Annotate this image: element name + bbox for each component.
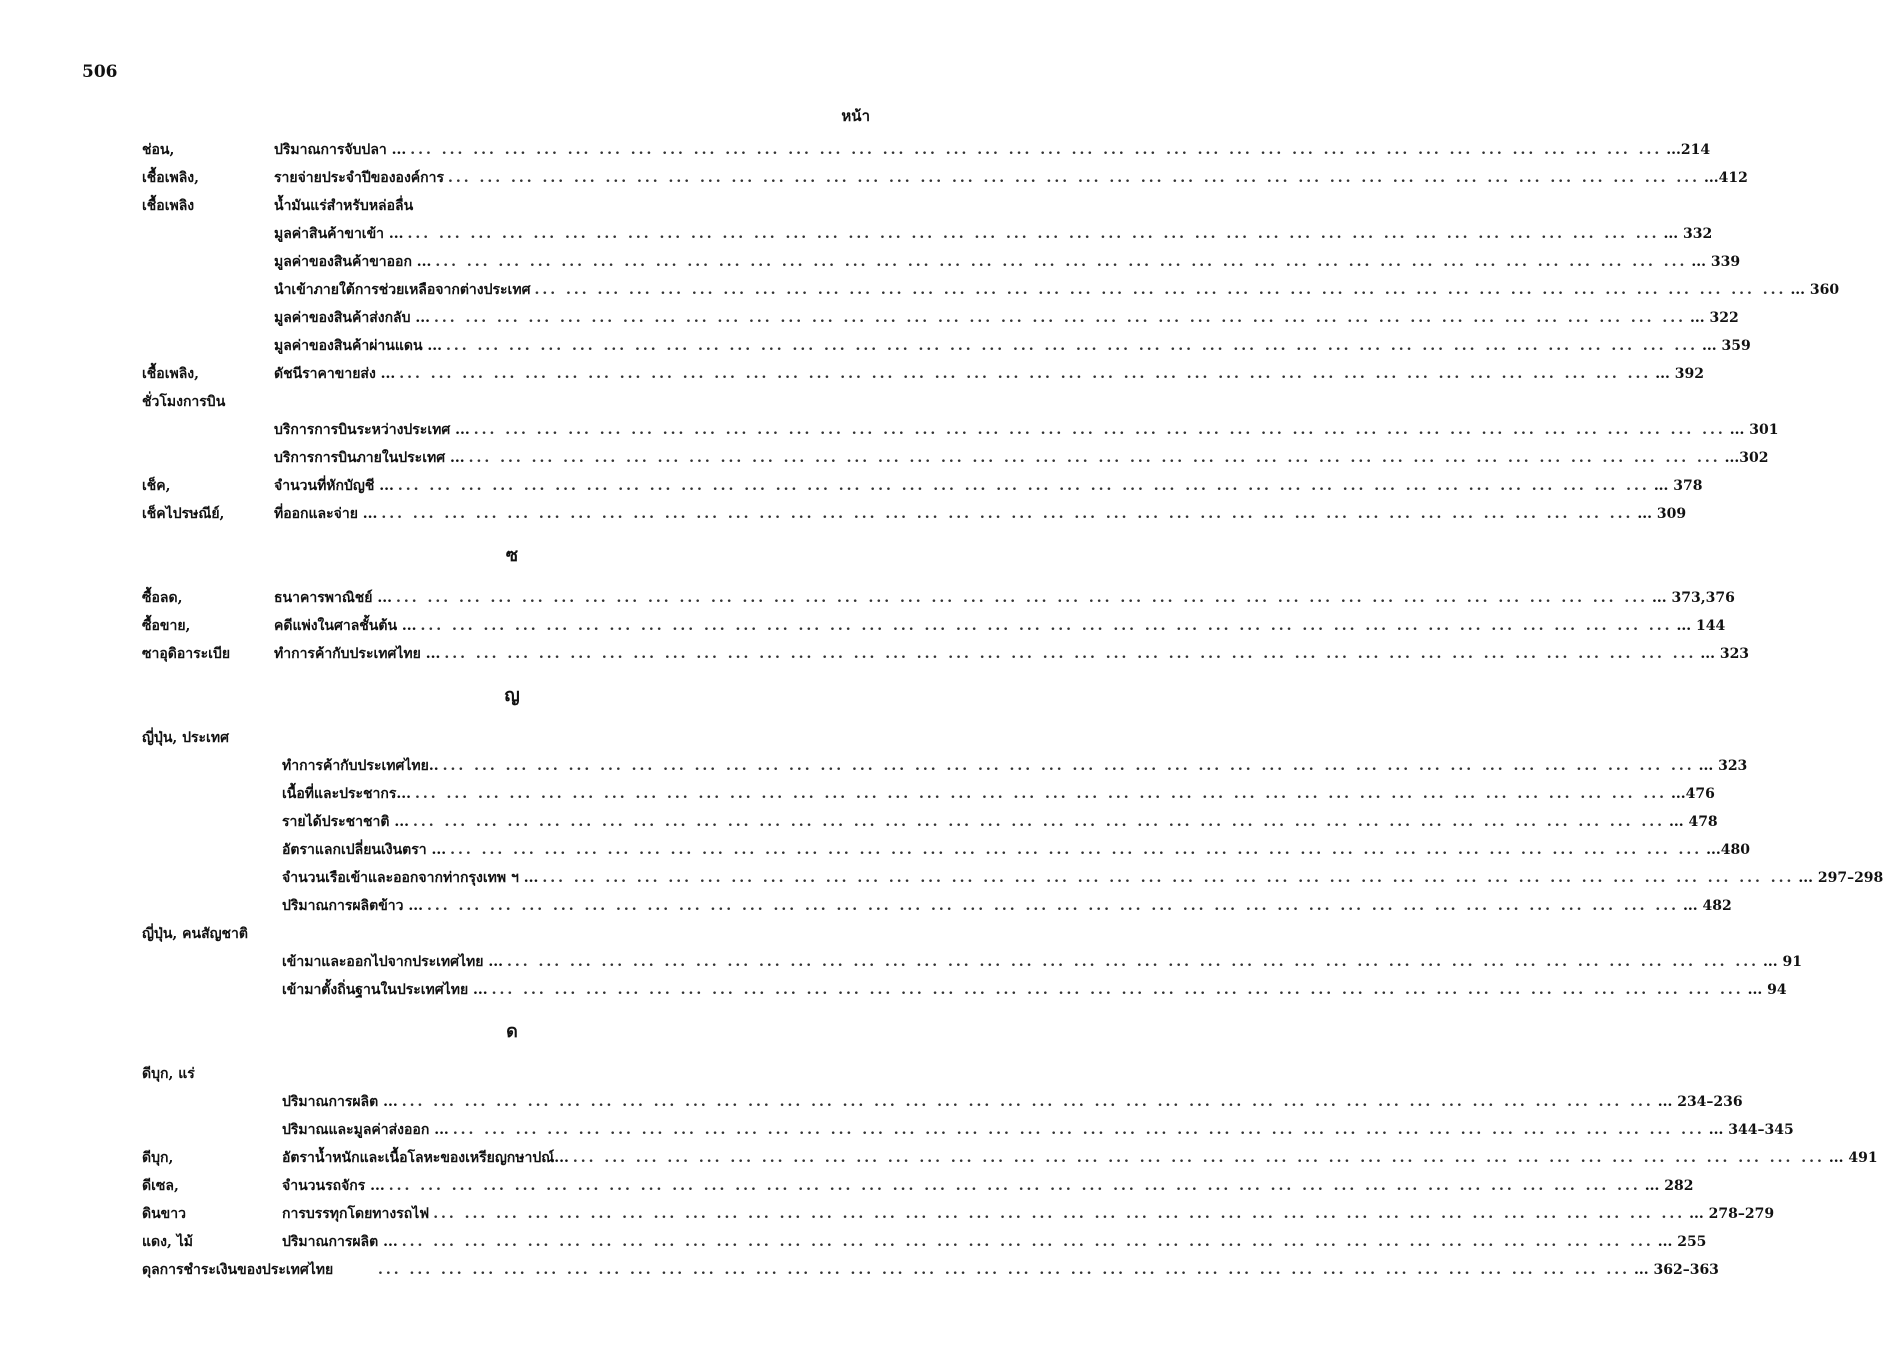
entry-description: มูลค่าสินค้าขาเข้า ...	[274, 226, 404, 242]
entry-page-reference: ... 378	[1653, 478, 1703, 494]
entry-term: เชื้อเพลิง,	[142, 170, 199, 186]
dot-leader: ... ... ... ... ... ... ... ... ... ... ... ... ... ... ... ... ... ... ... ... ... ... ... ... ... ... ... ... ... ... ... ... ... ... ... ... ... ... ... ...	[448, 170, 1700, 186]
index-entry	[142, 612, 1726, 640]
entry-description: ที่ออกและจ่าย ...	[274, 506, 378, 522]
entry-description: รายจ่ายประจำปีขององค์การ	[274, 170, 445, 186]
entry-page-reference: ...302	[1724, 450, 1769, 466]
index-entry	[142, 948, 1802, 976]
dot-leader: ... ... ... ... ... ... ... ... ... ... ... ... ... ... ... ... ... ... ... ... ... ... ... ... ... ... ... ... ... ... ... ... ... ... ... ... ... ... ... ...	[420, 618, 1673, 634]
entry-page-reference: ... 234–236	[1657, 1094, 1743, 1110]
index-entry	[142, 1088, 1743, 1116]
entry-description: ปริมาณและมูลค่าส่งออก ...	[282, 1122, 449, 1138]
entry-page-reference: ... 301	[1729, 422, 1779, 438]
entry-page-reference: ... 278–279	[1689, 1206, 1775, 1222]
entry-page-reference: ... 144	[1676, 618, 1726, 634]
entry-page-reference: ... 362–363	[1633, 1262, 1719, 1278]
entry-description: จำนวนเรือเข้าและออกจากท่ากรุงเทพ ฯ ...	[282, 870, 539, 886]
entry-page-reference: ... 392	[1655, 366, 1705, 382]
dot-leader: ... ... ... ... ... ... ... ... ... ... ... ... ... ... ... ... ... ... ... ... ... ... ... ... ... ... ... ... ... ... ... ... ... ... ... ... ... ... ... ...	[491, 982, 1744, 998]
entry-page-reference: ... 91	[1762, 954, 1802, 970]
entry-page-reference: ...476	[1671, 786, 1715, 802]
entry-description: ปริมาณการผลิต ...	[282, 1094, 398, 1110]
entry-description: รายได้ประชาชาติ ...	[282, 814, 409, 830]
entry-page-reference: ...412	[1704, 170, 1748, 186]
entry-term: ชั่วโมงการบิน	[142, 394, 226, 410]
dot-leader: ... ... ... ... ... ... ... ... ... ... ... ... ... ... ... ... ... ... ... ... ... ... ... ... ... ... ... ... ... ... ... ... ... ... ... ... ... ... ... ...	[397, 478, 1650, 494]
entry-description: ปริมาณการผลิต ...	[282, 1234, 398, 1250]
index-entry	[142, 864, 1883, 892]
entry-page-reference: ... 491	[1828, 1150, 1878, 1166]
section-letter: ซ	[505, 545, 519, 566]
entry-description: มูลค่าของสินค้าส่งกลับ ...	[274, 310, 431, 326]
dot-leader: ... ... ... ... ... ... ... ... ... ... ... ... ... ... ... ... ... ... ... ... ... ... ... ... ... ... ... ... ... ... ... ... ... ... ... ... ... ... ... ...	[407, 226, 1660, 242]
index-entry	[142, 248, 1741, 276]
index-entry	[142, 444, 1769, 472]
entry-description: นำเข้าภายใต้การช่วยเหลือจากต่างประเทศ	[274, 282, 531, 298]
dot-leader: ... ... ... ... ... ... ... ... ... ... ... ... ... ... ... ... ... ... ... ... ... ... ... ... ... ... ... ... ... ... ... ... ... ... ... ... ... ... ... ...	[434, 310, 1686, 326]
page-number: 506	[82, 62, 118, 82]
index-entry	[142, 1116, 1794, 1144]
dot-leader: ... ... ... ... ... ... ... ... ... ... ... ... ... ... ... ... ... ... ... ... ... ... ... ... ... ... ... ... ... ... ... ... ... ... ... ... ... ... ... ...	[446, 338, 1698, 354]
index-entry	[142, 1060, 882, 1088]
index-entry	[142, 584, 1735, 612]
dot-leader: ... ... ... ... ... ... ... ... ... ... ... ... ... ... ... ... ... ... ... ... ... ... ... ... ... ... ... ... ... ... ... ... ... ... ... ... ... ... ... ...	[396, 590, 1648, 606]
index-entry	[142, 892, 1732, 920]
entry-description: มูลค่าของสินค้าขาออก ...	[274, 254, 432, 270]
dot-leader: ... ... ... ... ... ... ... ... ... ... ... ... ... ... ... ... ... ... ... ... ... ... ... ... ... ... ... ... ... ... ... ... ... ... ... ... ... ... ... ...	[534, 282, 1787, 298]
dot-leader: ... ... ... ... ... ... ... ... ... ... ... ... ... ... ... ... ... ... ... ... ... ... ... ... ... ... ... ... ... ... ... ... ... ... ... ... ... ... ... ...	[401, 1094, 1654, 1110]
entry-page-reference: ... 478	[1668, 814, 1718, 830]
index-entry	[142, 136, 1711, 164]
dot-leader	[417, 192, 878, 220]
index-entry	[142, 724, 882, 752]
entry-page-reference: ... 323	[1700, 646, 1750, 662]
entry-term: ดีบุก,	[142, 1150, 174, 1166]
dot-leader: ... ... ... ... ... ... ... ... ... ... ... ... ... ... ... ... ... ... ... ... ... ... ... ... ... ... ... ... ... ... ... ... ... ... ... ... ... ... ... ...	[378, 1262, 1630, 1278]
entry-description: จำนวนรถจักร ...	[282, 1178, 385, 1194]
index-entry	[142, 1256, 1719, 1284]
dot-leader: ... ... ... ... ... ... ... ... ... ... ... ... ... ... ... ... ... ... ... ... ... ... ... ... ... ... ... ... ... ... ... ... ... ... ... ... ... ... ... ...	[450, 842, 1703, 858]
entry-page-reference: ... 282	[1644, 1178, 1694, 1194]
entry-page-reference: ... 332	[1663, 226, 1713, 242]
dot-leader: ... ... ... ... ... ... ... ... ... ... ... ... ... ... ... ... ... ... ... ... ... ... ... ... ... ... ... ... ... ... ... ... ... ... ... ... ... ... ... ...	[507, 954, 1759, 970]
page-column-header: หน้า	[841, 107, 870, 125]
entry-term: เช็คไปรษณีย์,	[142, 506, 225, 522]
index-entry	[142, 164, 1748, 192]
entry-term: แดง, ไม้	[142, 1234, 193, 1250]
index-entry	[142, 220, 1713, 248]
entry-description: คดีแพ่งในศาลชั้นต้น ...	[274, 618, 417, 634]
entry-term: ดุลการชำระเงินของประเทศไทย	[142, 1262, 334, 1278]
dot-leader: ... ... ... ... ... ... ... ... ... ... ... ... ... ... ... ... ... ... ... ... ... ... ... ... ... ... ... ... ... ... ... ... ... ... ... ... ... ... ... ...	[444, 646, 1697, 662]
dot-leader: ... ... ... ... ... ... ... ... ... ... ... ... ... ... ... ... ... ... ... ... ... ... ... ... ... ... ... ... ... ... ... ... ... ... ... ... ... ... ... ...	[468, 450, 1721, 466]
dot-leader: ... ... ... ... ... ... ... ... ... ... ... ... ... ... ... ... ... ... ... ... ... ... ... ... ... ... ... ... ... ... ... ... ... ... ... ... ... ... ... ...	[401, 1234, 1654, 1250]
entry-term: ญี่ปุ่น, ประเทศ	[142, 730, 229, 746]
entry-description: จำนวนที่หักบัญชี ...	[274, 478, 394, 494]
dot-leader: ... ... ... ... ... ... ... ... ... ... ... ... ... ... ... ... ... ... ... ... ... ... ... ... ... ... ... ... ... ... ... ... ... ... ... ... ... ... ... ...	[433, 1206, 1686, 1222]
section-letter: ด	[506, 1021, 518, 1042]
index-entry	[142, 1200, 1775, 1228]
entry-page-reference: ... 255	[1657, 1234, 1707, 1250]
index-entry	[142, 1228, 1707, 1256]
dot-leader: ... ... ... ... ... ... ... ... ... ... ... ... ... ... ... ... ... ... ... ... ... ... ... ... ... ... ... ... ... ... ... ... ... ... ... ... ... ... ... ...	[412, 814, 1665, 830]
entry-term: ดินขาว	[142, 1206, 186, 1222]
entry-page-reference	[878, 192, 882, 220]
entry-description: เนื้อที่และประชากร...	[282, 786, 412, 802]
dot-leader: ... ... ... ... ... ... ... ... ... ... ... ... ... ... ... ... ... ... ... ... ... ... ... ... ... ... ... ... ... ... ... ... ... ... ... ... ... ... ... ...	[415, 786, 1668, 802]
index-entry	[142, 360, 1705, 388]
index-entry	[142, 976, 1787, 1004]
dot-leader: ... ... ... ... ... ... ... ... ... ... ... ... ... ... ... ... ... ... ... ... ... ... ... ... ... ... ... ... ... ... ... ... ... ... ... ... ... ... ... ...	[388, 1178, 1641, 1194]
dot-leader: ... ... ... ... ... ... ... ... ... ... ... ... ... ... ... ... ... ... ... ... ... ... ... ... ... ... ... ... ... ... ... ... ... ... ... ... ... ... ... ...	[435, 254, 1688, 270]
entry-page-reference: ...480	[1706, 842, 1750, 858]
entry-description: เข้ามาตั้งถิ่นฐานในประเทศไทย ...	[282, 982, 488, 998]
dot-leader: ... ... ... ... ... ... ... ... ... ... ... ... ... ... ... ... ... ... ... ... ... ... ... ... ... ... ... ... ... ... ... ... ... ... ... ... ... ... ... ...	[473, 422, 1726, 438]
entry-description: บริการการบินภายในประเทศ ...	[274, 450, 465, 466]
dot-leader: ... ... ... ... ... ... ... ... ... ... ... ... ... ... ... ... ... ... ... ... ... ... ... ... ... ... ... ... ... ... ... ... ... ... ... ... ... ... ... ...	[381, 506, 1634, 522]
index-entry	[142, 752, 1748, 780]
entry-page-reference: ... 359	[1702, 338, 1751, 354]
index-list	[142, 136, 1883, 1284]
index-entry	[142, 472, 1703, 500]
entry-term: ดีบุก, แร่	[142, 1066, 195, 1082]
entry-description: บริการการบินระหว่างประเทศ ...	[274, 422, 470, 438]
entry-term: ดีเซล,	[142, 1178, 179, 1194]
index-entry	[142, 332, 1751, 360]
entry-description: ปริมาณการผลิตข้าว ...	[282, 898, 424, 914]
index-entry	[142, 808, 1718, 836]
index-entry	[142, 1172, 1694, 1200]
index-entry	[142, 276, 1840, 304]
entry-page-reference: ... 322	[1690, 310, 1739, 326]
entry-page-reference: ... 297–298	[1798, 870, 1883, 886]
index-entry	[142, 640, 1750, 668]
dot-leader: ... ... ... ... ... ... ... ... ... ... ... ... ... ... ... ... ... ... ... ... ... ... ... ... ... ... ... ... ... ... ... ... ... ... ... ... ... ... ... ...	[452, 1122, 1705, 1138]
index-entry	[142, 920, 882, 948]
entry-term: เชื้อเพลิง	[142, 198, 195, 214]
entry-description: ทำการค้ากับประเทศไทย ...	[274, 646, 441, 662]
entry-description: ปริมาณการจับปลา ...	[274, 142, 407, 158]
entry-term: ช่อน,	[142, 142, 175, 158]
entry-page-reference: ...214	[1666, 142, 1711, 158]
index-entry	[142, 388, 882, 416]
section-letter: ญ	[504, 685, 520, 706]
index-entry	[142, 1144, 1878, 1172]
dot-leader: ... ... ... ... ... ... ... ... ... ... ... ... ... ... ... ... ... ... ... ... ... ... ... ... ... ... ... ... ... ... ... ... ... ... ... ... ... ... ... ...	[427, 898, 1679, 914]
index-entry	[142, 836, 1750, 864]
entry-description: เข้ามาและออกไปจากประเทศไทย ...	[282, 954, 503, 970]
index-entry	[142, 192, 882, 220]
entry-description: อัตราน้ำหนักและเนื้อโลหะของเหรียญกษาปณ์...	[282, 1150, 569, 1166]
entry-page-reference: ... 309	[1637, 506, 1687, 522]
entry-term: ซาอุดิอาระเบีย	[142, 646, 231, 662]
entry-page-reference: ... 94	[1747, 982, 1787, 998]
entry-page-reference: ... 339	[1691, 254, 1741, 270]
entry-term: ซื้อขาย,	[142, 618, 191, 634]
index-entry	[142, 780, 1715, 808]
entry-description: ดัชนีราคาขายส่ง ...	[274, 366, 396, 382]
dot-leader: ... ... ... ... ... ... ... ... ... ... ... ... ... ... ... ... ... ... ... ... ... ... ... ... ... ... ... ... ... ... ... ... ... ... ... ... ... ... ... ...	[410, 142, 1663, 158]
index-entry	[142, 416, 1779, 444]
dot-leader: ... ... ... ... ... ... ... ... ... ... ... ... ... ... ... ... ... ... ... ... ... ... ... ... ... ... ... ... ... ... ... ... ... ... ... ... ... ... ... ...	[572, 1150, 1825, 1166]
entry-description: ทำการค้ากับประเทศไทย..	[282, 758, 439, 774]
entry-description: ธนาคารพาณิชย์ ...	[274, 590, 393, 606]
entry-description: มูลค่าของสินค้าผ่านแดน ...	[274, 338, 443, 354]
entry-page-reference: ... 360	[1790, 282, 1840, 298]
entry-page-reference: ... 482	[1683, 898, 1732, 914]
entry-description: อัตราแลกเปลี่ยนเงินตรา ...	[282, 842, 447, 858]
entry-term: เช็ค,	[142, 478, 171, 494]
entry-term: ซื้อลด,	[142, 590, 183, 606]
dot-leader: ... ... ... ... ... ... ... ... ... ... ... ... ... ... ... ... ... ... ... ... ... ... ... ... ... ... ... ... ... ... ... ... ... ... ... ... ... ... ... ...	[399, 366, 1652, 382]
entry-term: ญี่ปุ่น, คนสัญชาติ	[142, 926, 248, 942]
index-entry	[142, 500, 1687, 528]
entry-page-reference: ... 373,376	[1652, 590, 1735, 606]
entry-page-reference: ... 323	[1698, 758, 1748, 774]
entry-page-reference: ... 344–345	[1708, 1122, 1794, 1138]
entry-description: น้ำมันแร่สำหรับหล่อลื่น	[274, 198, 414, 214]
entry-term: เชื้อเพลิง,	[142, 366, 199, 382]
entry-description: การบรรทุกโดยทางรถไฟ	[282, 1206, 430, 1222]
index-entry	[142, 304, 1739, 332]
dot-leader: ... ... ... ... ... ... ... ... ... ... ... ... ... ... ... ... ... ... ... ... ... ... ... ... ... ... ... ... ... ... ... ... ... ... ... ... ... ... ... ...	[542, 870, 1795, 886]
dot-leader: ... ... ... ... ... ... ... ... ... ... ... ... ... ... ... ... ... ... ... ... ... ... ... ... ... ... ... ... ... ... ... ... ... ... ... ... ... ... ... ...	[442, 758, 1695, 774]
